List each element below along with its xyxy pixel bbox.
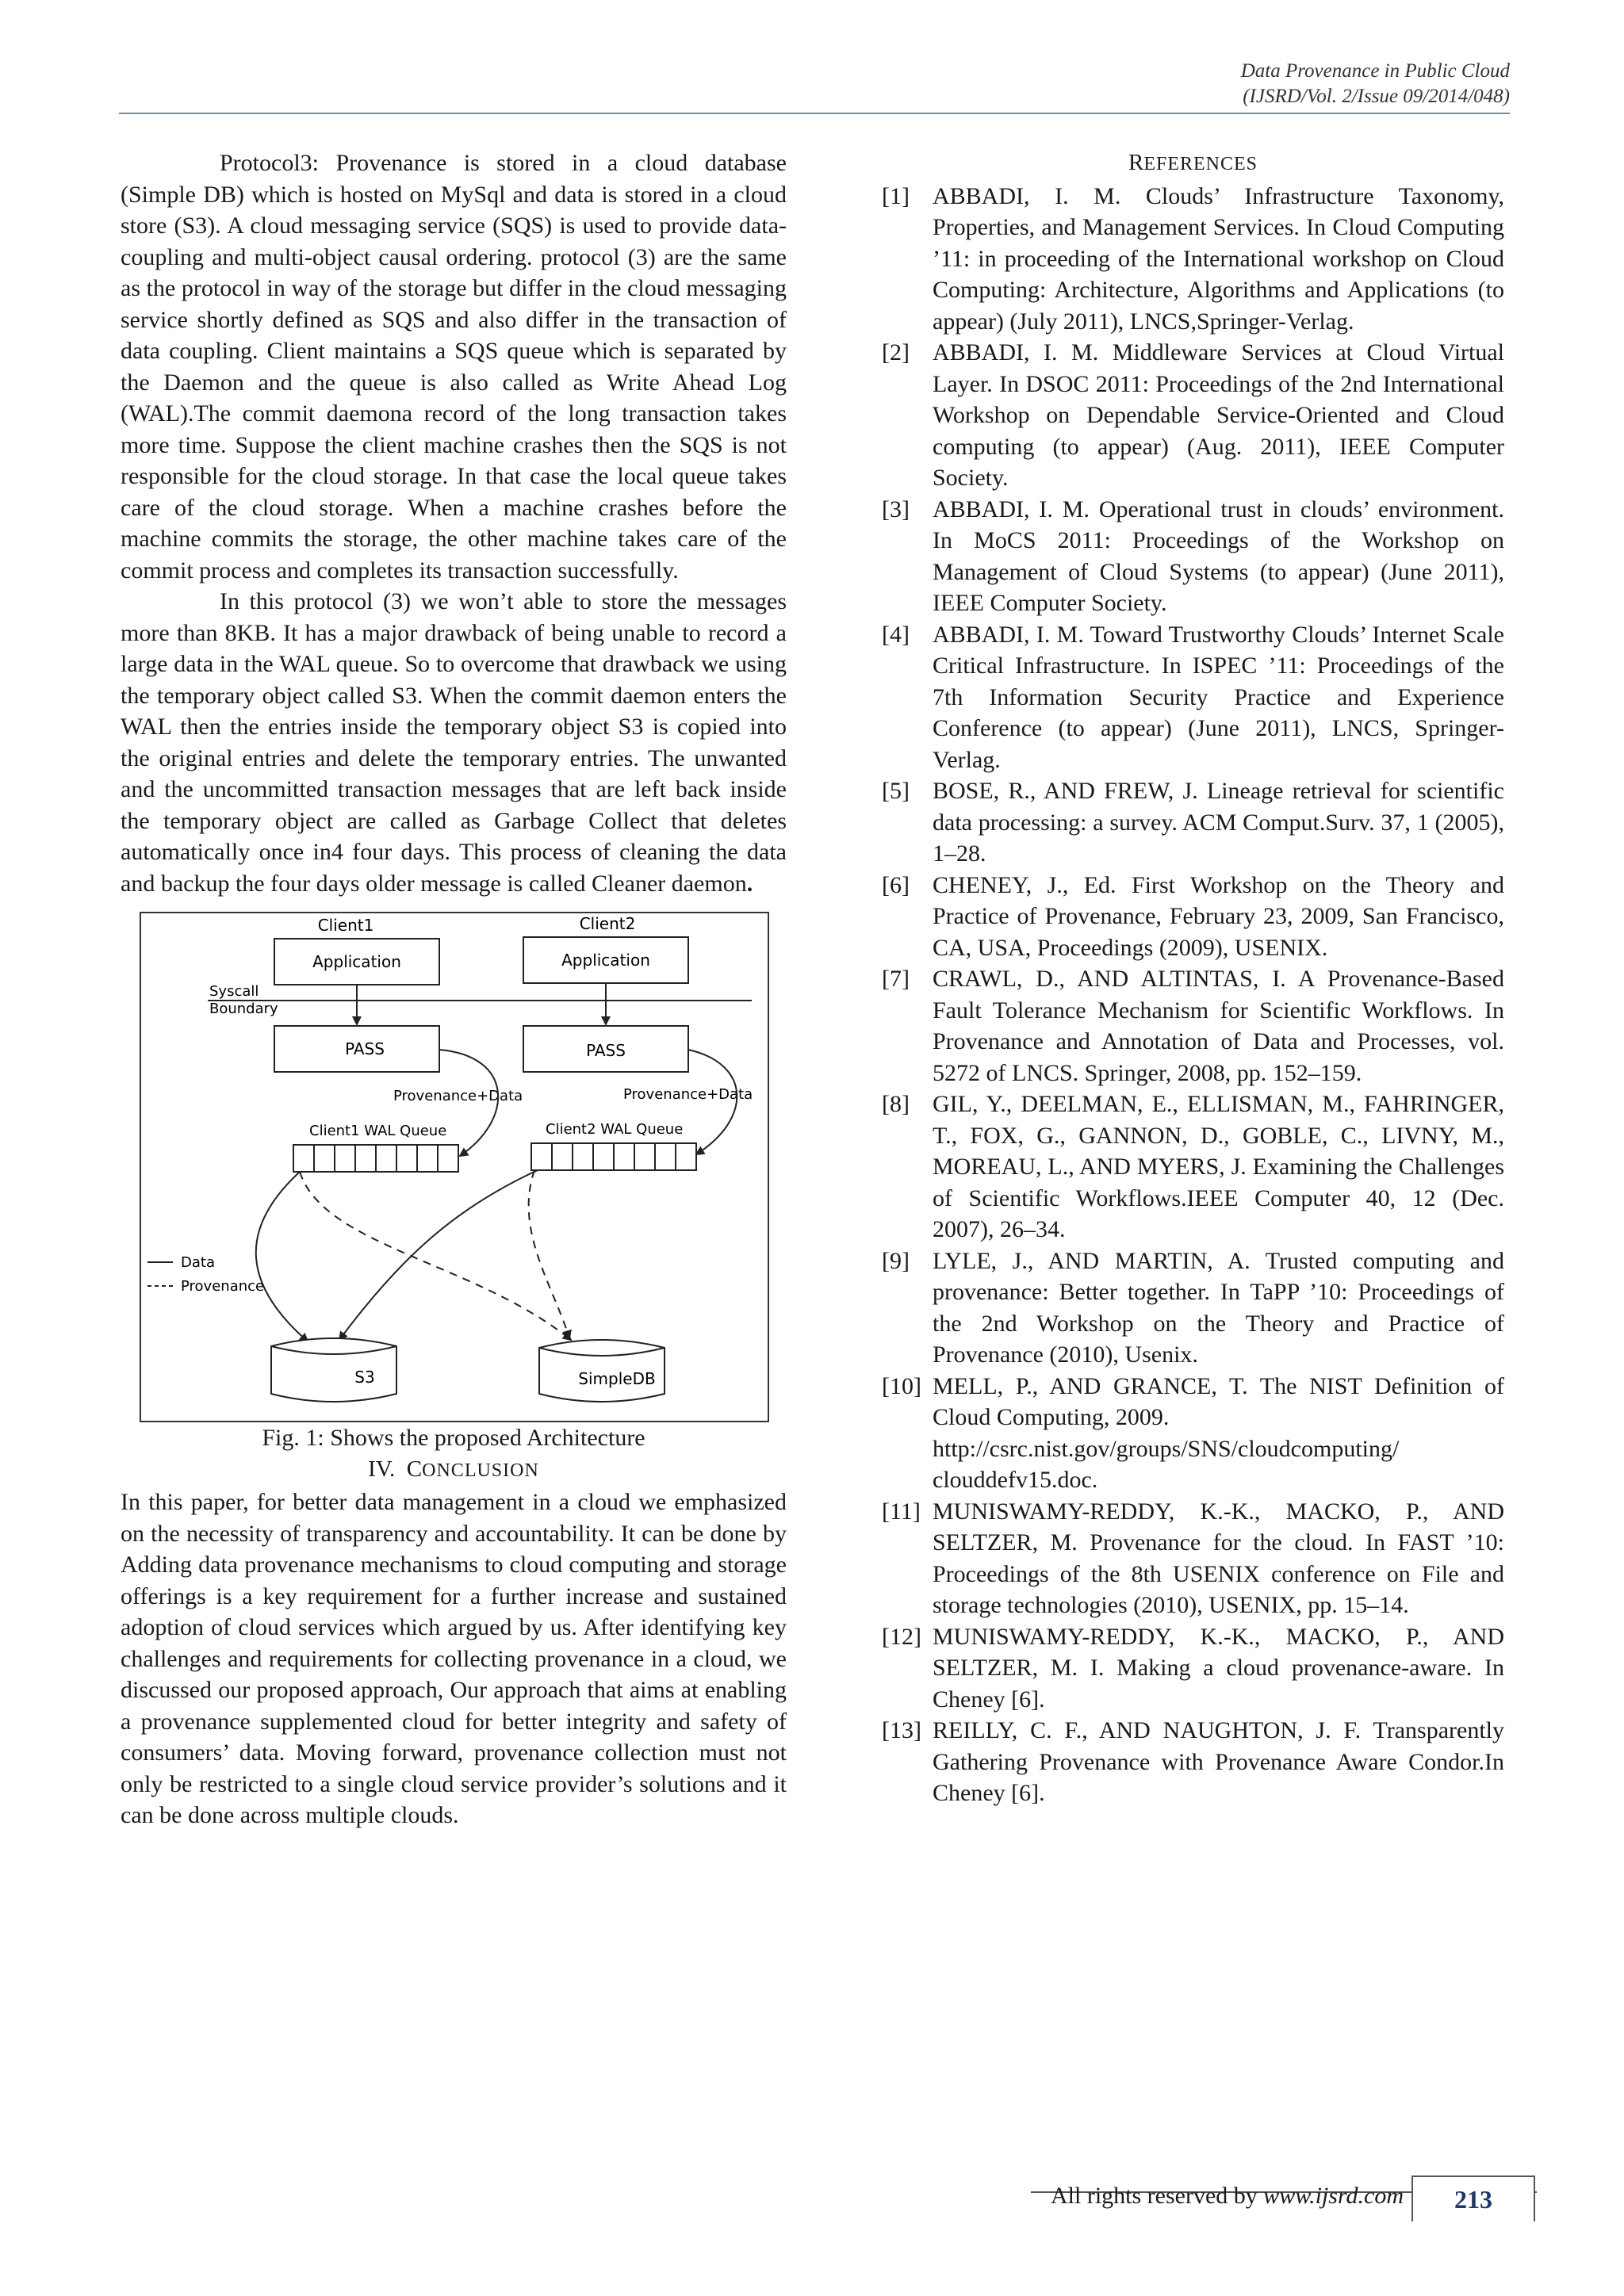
- reference-text-block: [933, 1371, 1504, 1496]
- reference-number: [4]: [882, 621, 910, 648]
- references-rest: EFERENCES: [1143, 154, 1258, 174]
- legend-data-label: Data: [181, 1254, 215, 1271]
- client2-provenance-data-label: Provenance+Data: [623, 1086, 753, 1103]
- reference-number: [8]: [882, 1091, 910, 1117]
- reference-item: [882, 963, 1504, 1089]
- paragraph-protocol3-limits: [121, 586, 787, 899]
- header-title: Data Provenance in Public Cloud: [1240, 60, 1510, 82]
- reference-text: MUNISWAMY-REDDY, K.-K., MACKO, P., AND SELTZER, M. I. Making a cloud provenance-aware. In Cheney [6].: [933, 1623, 1504, 1712]
- reference-number: [3]: [882, 496, 910, 522]
- reference-text: ABBADI, I. M. Middleware Services at Cloud Virtual Layer. In DSOC 2011: Proceedings of the 2nd International Workshop on Dependable Service-Oriented and Cloud computing (to appear) (Aug. 2011), IEEE Computer Society.: [933, 339, 1504, 491]
- reference-item: [882, 775, 1504, 870]
- reference-url: http://csrc.nist.gov/groups/SNS/cloudcomputing/ clouddefv15.doc.: [933, 1435, 1400, 1493]
- running-header: [1241, 59, 1510, 109]
- paragraph-body: In this protocol (3) we won’t able to store the messages more than 8KB. It has a major drawback of being unable to record a large data in the WAL queue. So to overcome that drawback we using the temporary object called S3. When the commit daemon enters the WAL then the entries inside the temporary object S3 is copied into the original entries and delete the temporary entries. The unwanted and the uncommitted transaction messages that are left back inside the temporary object are called as Garbage Collect that deletes automatically once in4 four days. This process of cleaning the data and backup the four days older message is called Cleaner daemon: [121, 588, 787, 897]
- reference-text: MELL, P., AND GRANCE, T. The NIST Definition of Cloud Computing, 2009.: [933, 1372, 1504, 1430]
- reference-item: [882, 870, 1504, 964]
- section-heading-conclusion: [121, 1454, 787, 1487]
- client1-application-label: Application: [312, 952, 401, 971]
- reference-item: [882, 1496, 1504, 1621]
- architecture-diagram: [141, 913, 764, 1418]
- legend-provenance-label: Provenance: [181, 1278, 265, 1295]
- reference-text: LYLE, J., AND MARTIN, A. Trusted computing and provenance: Better together. In TaPP ’10: Proceedings of the 2nd Workshop on the Theory and Practice of Provenance (2010), Usenix.: [933, 1247, 1504, 1368]
- architecture-figure: [140, 912, 769, 1422]
- reference-text: CHENEY, J., Ed. First Workshop on the Theory and Practice of Provenance, February 23, 2009, San Francisco, CA, USA, Proceedings (2009), USENIX.: [933, 871, 1504, 961]
- paragraph-end-period: .: [746, 870, 753, 897]
- s3-storage: [271, 1338, 396, 1402]
- reference-number: [12]: [882, 1623, 921, 1650]
- reference-item: [882, 1621, 1504, 1716]
- reference-number: [5]: [882, 778, 910, 804]
- reference-number: [13]: [882, 1717, 921, 1743]
- simpledb-label: SimpleDB: [578, 1369, 656, 1388]
- header-journal: (IJSRD/Vol. 2/Issue 09/2014/048): [1243, 86, 1510, 107]
- paragraph-conclusion: In this paper, for better data management in a cloud we emphasized on the necessity of transparency and accountability. It can be done by Adding data provenance mechanisms to cloud computing and storage offerings is a key requirement for a further increase and sustained adoption of cloud services which argued by us. After identifying key challenges and requirements for collecting provenance in a cloud, we discussed our proposed approach, Our approach that aims at enabling a provenance supplemented cloud for better integrity and safety of consumers’ data. Moving forward, provenance collection must not only be restricted to a single cloud service provider’s solutions and it can be done across multiple clouds.: [121, 1489, 787, 1828]
- reference-number: [1]: [882, 182, 910, 209]
- client1-wal-queue: [293, 1145, 458, 1172]
- reference-item: [882, 1371, 1504, 1496]
- reference-item: [882, 619, 1504, 776]
- client1-provenance-data-label: Provenance+Data: [393, 1088, 523, 1104]
- reference-text: GIL, Y., DEELMAN, E., ELLISMAN, M., FAHRINGER, T., FOX, G., GANNON, D., GOBLE, C., LIVNY, M., MOREAU, L., AND MYERS, J. Examining the Challenges of Scientific Workflows.IEEE Computer 40, 12 (Dec. 2007), 26–34.: [933, 1091, 1504, 1242]
- client1-pass-label: PASS: [345, 1039, 385, 1058]
- references-heading: [882, 147, 1504, 181]
- reference-item: [882, 181, 1504, 338]
- references-initial: R: [1128, 150, 1144, 175]
- client2-pass-label: PASS: [586, 1041, 626, 1060]
- reference-item: [882, 494, 1504, 619]
- reference-text: ABBADI, I. M. Operational trust in clouds’ environment. In MoCS 2011: Proceedings of the Workshop on Management of Cloud Systems (to appear) (June 2011), IEEE Computer Society.: [933, 496, 1504, 616]
- page-number: 213: [1411, 2175, 1535, 2221]
- reference-number: [7]: [882, 966, 910, 992]
- section-title-initial: C: [406, 1456, 423, 1482]
- footer-rights: [1051, 2183, 1404, 2210]
- reference-text: REILLY, C. F., AND NAUGHTON, J. F. Transparently Gathering Provenance with Provenance Aware Condor.In Cheney [6].: [933, 1717, 1504, 1806]
- reference-item: [882, 337, 1504, 494]
- reference-item: [882, 1246, 1504, 1371]
- reference-number: [10]: [882, 1372, 921, 1399]
- reference-text: CRAWL, D., AND ALTINTAS, I. A Provenance-Based Fault Tolerance Mechanism for Scientific Workflows. In Provenance and Annotation of Data and Processes, vol. 5272 of LNCS. Springer, 2008, pp. 152–159.: [933, 966, 1504, 1086]
- header-rule: [119, 113, 1510, 114]
- reference-number: [6]: [882, 871, 910, 898]
- client2-wal-label: Client2 WAL Queue: [546, 1121, 684, 1138]
- client1-label: Client1: [317, 916, 374, 935]
- reference-number: [2]: [882, 339, 910, 365]
- client2-application-label: Application: [561, 951, 650, 970]
- footer-rights-text: All rights reserved by: [1051, 2183, 1258, 2209]
- paragraph-protocol3: Protocol3: Provenance is stored in a cloud database (Simple DB) which is hosted on MySql and data is stored in a cloud store (S3). A cloud messaging service (SQS) is used to provide data-coupling and multi-object causal ordering. protocol (3) are the same as the protocol in way of the storage but differ in the cloud messaging service shortly defined as SQS and also differ in the transaction of data coupling. Client maintains a SQS queue which is separated by the Daemon and the queue is also called as Write Ahead Log (WAL).The commit daemona record of the long transaction takes more time. Suppose the client machine crashes then the SQS is not responsible for the cloud storage. In that case the local queue takes care of the cloud storage. When a machine crashes before the machine commits the storage, the other machine takes care of the commit process and completes its transaction successfully.: [121, 150, 787, 584]
- footer-site: www.ijsrd.com: [1263, 2183, 1404, 2209]
- reference-number: [11]: [882, 1498, 921, 1525]
- s3-label: S3: [354, 1368, 375, 1387]
- client2-provenance-to-simpledb-arrow: [529, 1170, 569, 1338]
- reference-item: [882, 1715, 1504, 1809]
- client1-provenance-to-simpledb-arrow: [300, 1172, 571, 1340]
- section-title-rest: ONCLUSION: [422, 1460, 539, 1481]
- reference-text: MUNISWAMY-REDDY, K.-K., MACKO, P., AND SELTZER, M. Provenance for the cloud. In FAST ’10: Proceedings of the 8th USENIX conference on File and storage technologies (2010), USENIX, pp. 15–14.: [933, 1498, 1504, 1618]
- reference-number: [9]: [882, 1247, 910, 1274]
- client1-data-to-s3-arrow: [256, 1172, 308, 1341]
- reference-item: [882, 1089, 1504, 1246]
- client2-wal-queue: [531, 1143, 696, 1170]
- section-number: IV.: [368, 1456, 396, 1482]
- syscall-label: Syscall: [209, 983, 259, 1000]
- reference-text: ABBADI, I. M. Clouds’ Infrastructure Taxonomy, Properties, and Management Services. In Cloud Computing ’11: in proceeding of the International workshop on Cloud Computing: Architecture, Algorithms and Applications (to appear) (July 2011), LNCS,Springer-Verlag.: [933, 182, 1504, 335]
- left-column: [121, 147, 787, 1831]
- right-column: [882, 147, 1504, 1809]
- reference-text: ABBADI, I. M. Toward Trustworthy Clouds’ Internet Scale Critical Infrastructure. In ISPEC ’11: Proceedings of the 7th Information Security Practice and Experience Conference (to appear) (June 2011), LNCS, Springer-Verlag.: [933, 621, 1504, 773]
- reference-text: BOSE, R., AND FREW, J. Lineage retrieval for scientific data processing: a survey. ACM Comput.Surv. 37, 1 (2005), 1–28.: [933, 778, 1504, 867]
- figure-caption: Fig. 1: Shows the proposed Architecture: [262, 1425, 645, 1451]
- client1-wal-label: Client1 WAL Queue: [309, 1123, 447, 1139]
- boundary-label: Boundary: [209, 1001, 278, 1017]
- client2-data-to-s3-arrow: [339, 1170, 538, 1340]
- client2-label: Client2: [579, 914, 636, 933]
